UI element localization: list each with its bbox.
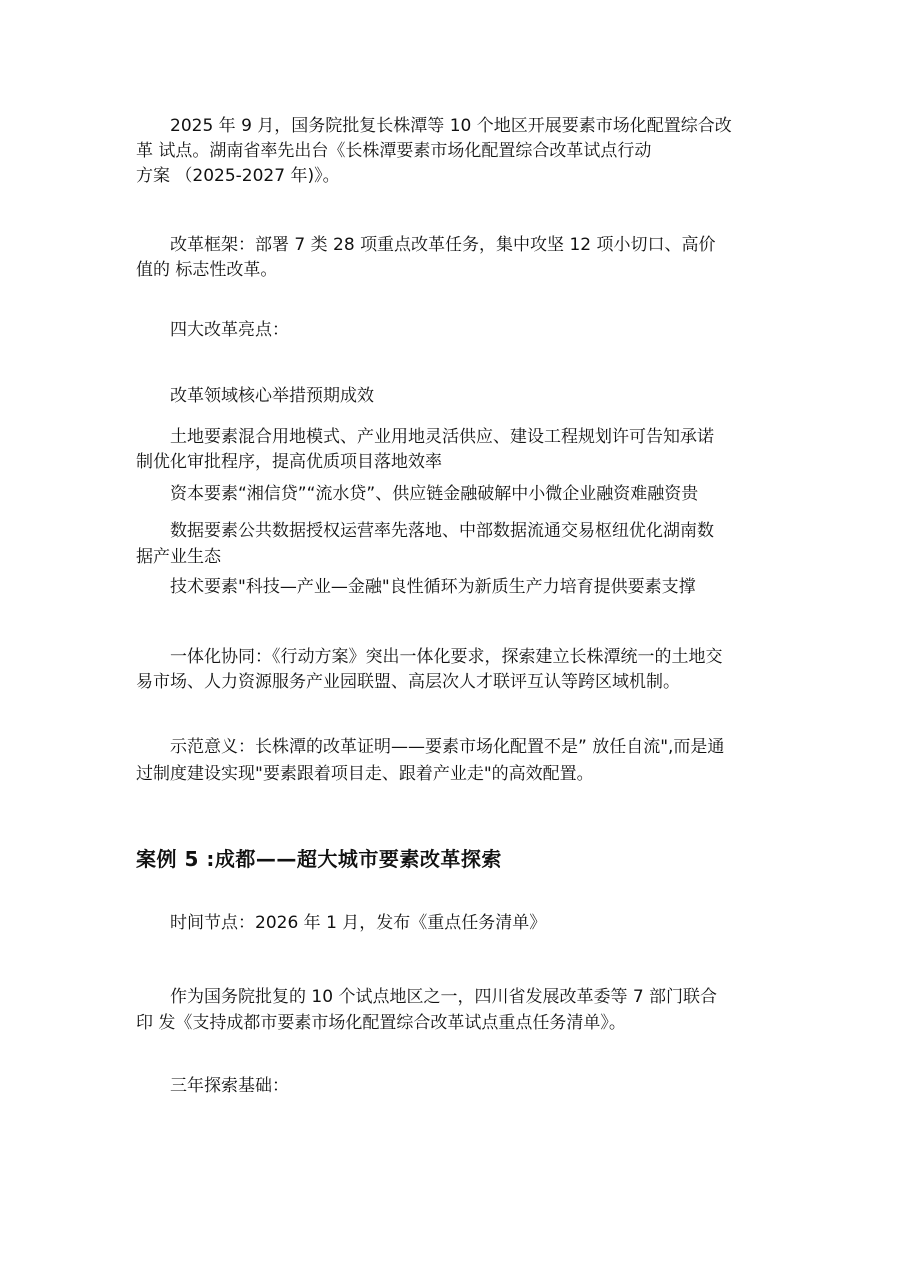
table-row-land-line-1: 土地要素混合用地模式、产业用地灵活供应、建设工程规划许可告知承诺	[136, 427, 714, 447]
paragraph-highlights-title: 四大改革亮点：	[136, 320, 289, 340]
paragraph-intro-line-3: 方案 （2025-2027 年)》。	[136, 166, 340, 186]
paragraph-intro-line-1: 2025 年 9 月，国务院批复长株潭等 10 个地区开展要素市场化配置综合改	[136, 116, 732, 136]
paragraph-demonstration-line-1: 示范意义：长株潭的改革证明——要素市场化配置不是” 放任自流",而是通	[136, 737, 725, 757]
paragraph-integration-line-1: 一体化协同：《行动方案》突出一体化要求，探索建立长株潭统一的土地交	[136, 647, 723, 667]
case5-time-node: 时间节点：2026 年 1 月，发布《重点任务清单》	[136, 913, 547, 933]
table-header-row: 改革领域核心举措预期成效	[136, 386, 374, 406]
section-heading-case-5: 案例 5 :成都——超大城市要素改革探索	[136, 847, 502, 871]
paragraph-framework-line-1: 改革框架：部署 7 类 28 项重点改革任务，集中攻坚 12 项小切口、高价	[136, 235, 716, 255]
table-row-data-line-1: 数据要素公共数据授权运营率先落地、中部数据流通交易枢纽优化湖南数	[136, 521, 714, 541]
case5-paragraph-line-2: 印 发《支持成都市要素市场化配置综合改革试点重点任务清单》。	[136, 1013, 626, 1033]
table-row-land-line-2: 制优化审批程序，提高优质项目落地效率	[136, 452, 442, 472]
table-row-technology: 技术要素"科技—产业—金融"良性循环为新质生产力培育提供要素支撑	[136, 577, 696, 597]
table-row-data-line-2: 据产业生态	[136, 547, 221, 567]
table-row-capital: 资本要素“湘信贷”“流水贷”、供应链金融破解中小微企业融资难融资贵	[136, 484, 699, 504]
case5-paragraph-line-1: 作为国务院批复的 10 个试点地区之一，四川省发展改革委等 7 部门联合	[136, 987, 718, 1007]
paragraph-integration-line-2: 易市场、人力资源服务产业园联盟、高层次人才联评互认等跨区域机制。	[136, 672, 680, 692]
paragraph-framework-line-2: 值的 标志性改革。	[136, 260, 278, 280]
paragraph-demonstration-line-2: 过制度建设实现"要素跟着项目走、跟着产业走"的高效配置。	[136, 764, 594, 784]
case5-foundation-title: 三年探索基础：	[136, 1076, 289, 1096]
paragraph-intro-line-2: 革 试点。湖南省率先出台《长株潭要素市场化配置综合改革试点行动	[136, 141, 652, 161]
